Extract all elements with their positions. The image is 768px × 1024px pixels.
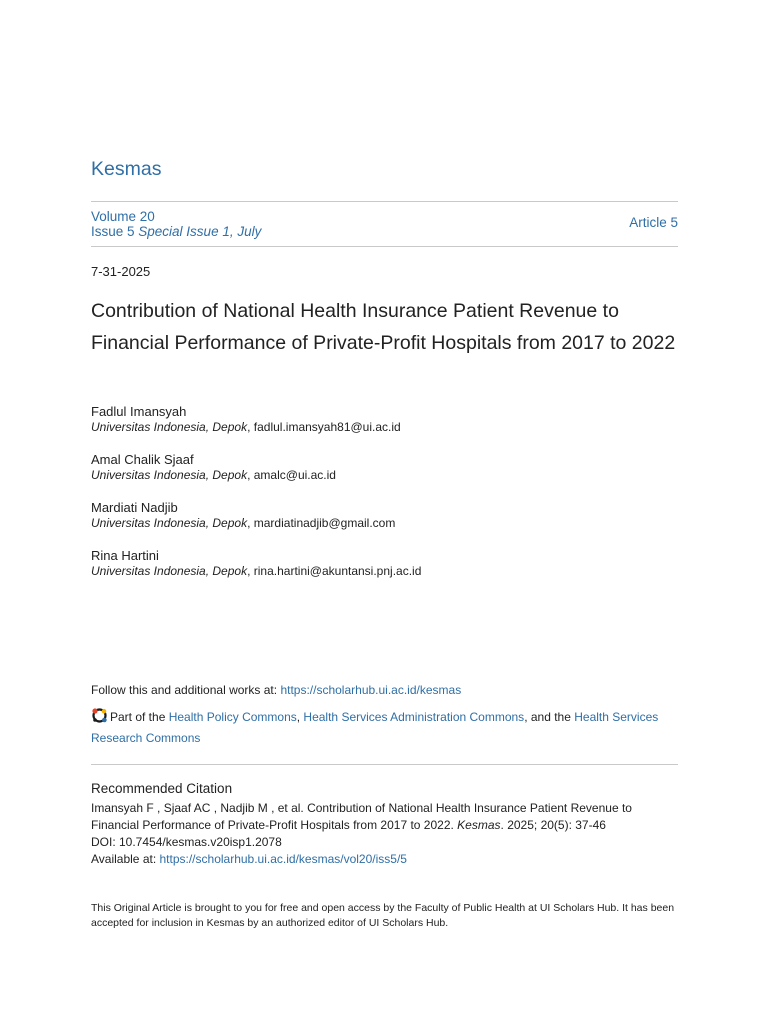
affiliation-text: Universitas Indonesia, Depok: [91, 468, 248, 482]
author-list: [91, 404, 678, 596]
article-link[interactable]: Article 5: [629, 215, 678, 230]
recommended-citation-heading: Recommended Citation: [91, 781, 233, 796]
citation-doi: DOI: 10.7454/kesmas.v20isp1.2078: [91, 835, 282, 849]
citation-body: Imansyah F , Sjaaf AC , Nadjib M , et al. Contribution of National Health Insurance Patient Revenue to Financial Performance of Private-Profit Hospitals from 2017 to 2022.: [91, 801, 632, 832]
author-name: Mardiati Nadjib: [91, 500, 178, 515]
citation-journal: Kesmas: [457, 818, 501, 832]
citation-issue: . 2025; 20(5): 37-46: [500, 818, 606, 832]
author-affiliation: [91, 468, 678, 483]
top-divider: [91, 201, 678, 202]
publication-date: 7-31-2025: [91, 264, 151, 279]
part-of-sep2: , and the: [524, 710, 575, 724]
issue-special-label: Special Issue 1, July: [138, 224, 262, 239]
author-email: , fadlul.imansyah81@ui.ac.id: [247, 420, 401, 434]
follow-line: [91, 683, 461, 697]
second-divider: [91, 246, 678, 247]
issue-label: Issue 5: [91, 224, 139, 239]
network-commons-icon: [91, 707, 108, 724]
follow-link[interactable]: https://scholarhub.ui.ac.id/kesmas: [280, 683, 462, 697]
affiliation-text: Universitas Indonesia, Depok: [91, 420, 248, 434]
author-affiliation: [91, 564, 678, 579]
author-name: Amal Chalik Sjaaf: [91, 452, 194, 467]
issue-link[interactable]: [91, 224, 261, 239]
citation-text: [91, 800, 678, 868]
article-title: Contribution of National Health Insurance Patient Revenue to Financial Performance of Private-Profit Hospitals from 2017 to 2022: [91, 300, 676, 354]
follow-text: Follow this and additional works at:: [91, 683, 281, 697]
volume-link[interactable]: Volume 20: [91, 209, 155, 224]
author-email: , mardiatinadjib@gmail.com: [247, 516, 396, 530]
affiliation-text: Universitas Indonesia, Depok: [91, 516, 248, 530]
affiliation-text: Universitas Indonesia, Depok: [91, 564, 248, 578]
part-of-sep1: ,: [296, 710, 304, 724]
part-of-prefix: Part of the: [110, 710, 169, 724]
author-entry: [91, 548, 678, 579]
health-services-admin-commons-link[interactable]: Health Services Administration Commons: [303, 710, 525, 724]
citation-divider: [91, 764, 678, 765]
health-services-research-commons-link[interactable]: Health Services Research Commons: [91, 710, 659, 745]
part-of-line: [91, 707, 678, 749]
available-link[interactable]: https://scholarhub.ui.ac.id/kesmas/vol20/iss5/5: [159, 852, 407, 866]
journal-link[interactable]: Kesmas: [91, 158, 162, 180]
author-name: Rina Hartini: [91, 548, 159, 563]
author-affiliation: [91, 516, 678, 531]
author-entry: [91, 452, 678, 483]
author-entry: [91, 404, 678, 435]
author-email: , rina.hartini@akuntansi.pnj.ac.id: [247, 564, 422, 578]
author-name: Fadlul Imansyah: [91, 404, 187, 419]
access-note: This Original Article is brought to you for free and open access by the Faculty of Public Health at UI Scholars Hub. It has been accepted for inclusion in Kesmas by an authorized editor of UI Scholars Hub.: [91, 902, 675, 929]
author-entry: [91, 500, 678, 531]
health-policy-commons-link[interactable]: Health Policy Commons: [168, 710, 297, 724]
volume-issue-block: [91, 209, 261, 239]
author-email: , amalc@ui.ac.id: [247, 468, 336, 482]
author-affiliation: [91, 420, 678, 435]
available-label: Available at:: [91, 852, 160, 866]
